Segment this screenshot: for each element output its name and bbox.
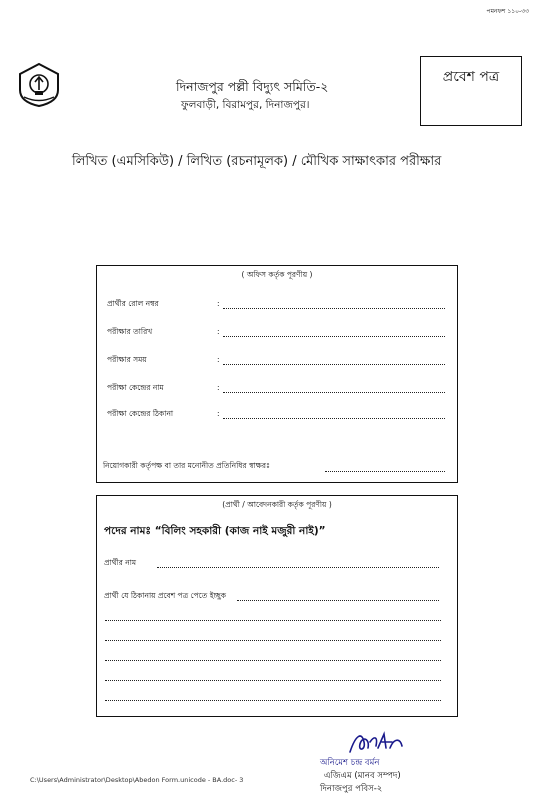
office-section-heading: ( অফিস কর্তৃক পূরণীয় ) <box>241 270 313 279</box>
exam-date-label: পরীক্ষার তারিখ <box>107 327 153 336</box>
mailing-address-field[interactable] <box>237 600 439 601</box>
address-line[interactable] <box>105 660 441 661</box>
file-path-footer: C:\Users\Administrator\Desktop\Abedon Form.unicode - BA.doc- 3 <box>30 776 244 784</box>
form-code: পমনফশ ১১০-৩৩ <box>486 8 529 15</box>
mailing-address-label: প্রার্থী যে ঠিকানায় প্রবেশ পত্র পেতে ইচ্ছুক <box>104 591 226 600</box>
roll-number-label: প্রার্থীর রোল নম্বর <box>107 299 159 308</box>
field-colon: : <box>217 299 220 308</box>
applicant-name-field[interactable] <box>157 567 439 568</box>
signatory-office: দিনাজপুর পবিস-২ <box>320 784 383 794</box>
office-section <box>96 265 458 483</box>
exam-center-name-label: পরীক্ষা কেন্দ্রের নাম <box>107 383 164 392</box>
exam-time-label: পরীক্ষার সময় <box>107 355 147 364</box>
admit-card-title-box <box>420 56 522 126</box>
organization-name: দিনাজপুর পল্লী বিদ্যুৎ সমিতি-২ <box>176 79 329 94</box>
authority-signature-field[interactable] <box>325 471 445 472</box>
signatory-designation: এজিএম (মানব সম্পদ) <box>324 771 401 781</box>
signatory-name: অনিমেশ চন্দ্র বর্মন <box>320 758 380 768</box>
address-line[interactable] <box>105 620 441 621</box>
field-colon: : <box>217 327 220 336</box>
exam-types-heading: লিখিত (এমসিকিউ) / লিখিত (রচনামূলক) / মৌখিক সাক্ষাৎকার পরীক্ষার <box>72 154 442 169</box>
field-colon: : <box>217 383 220 392</box>
authority-signature-label: নিয়োগকারী কর্তৃপক্ষ বা তার মনোনীত প্রতিনিধির স্বাক্ষরঃ <box>103 461 270 470</box>
organization-logo <box>16 62 62 108</box>
address-line[interactable] <box>105 700 441 701</box>
admit-card-title: প্রবেশ পত্র <box>442 69 500 85</box>
applicant-name-label: প্রার্থীর নাম <box>104 558 137 567</box>
handwritten-signature <box>346 728 406 758</box>
applicant-section-heading: (প্রার্থী / আবেদনকারী কর্তৃক পূরণীয় ) <box>222 500 332 509</box>
exam-time-field[interactable] <box>223 364 445 365</box>
field-colon: : <box>217 355 220 364</box>
address-line[interactable] <box>105 640 441 641</box>
exam-center-address-field[interactable] <box>223 418 445 419</box>
field-colon: : <box>217 409 220 418</box>
exam-center-address-label: পরীক্ষা কেন্দ্রের ঠিকানা <box>107 409 174 418</box>
organization-address: ফুলবাড়ী, বিরামপুর, দিনাজপুর। <box>181 99 310 111</box>
exam-center-name-field[interactable] <box>223 392 445 393</box>
post-title: পদের নামঃ “বিলিং সহকারী (কাজ নাই মজুরী নাই)” <box>104 525 326 537</box>
exam-date-field[interactable] <box>223 336 445 337</box>
roll-number-field[interactable] <box>223 308 445 309</box>
address-line[interactable] <box>105 680 441 681</box>
applicant-section <box>96 495 458 717</box>
